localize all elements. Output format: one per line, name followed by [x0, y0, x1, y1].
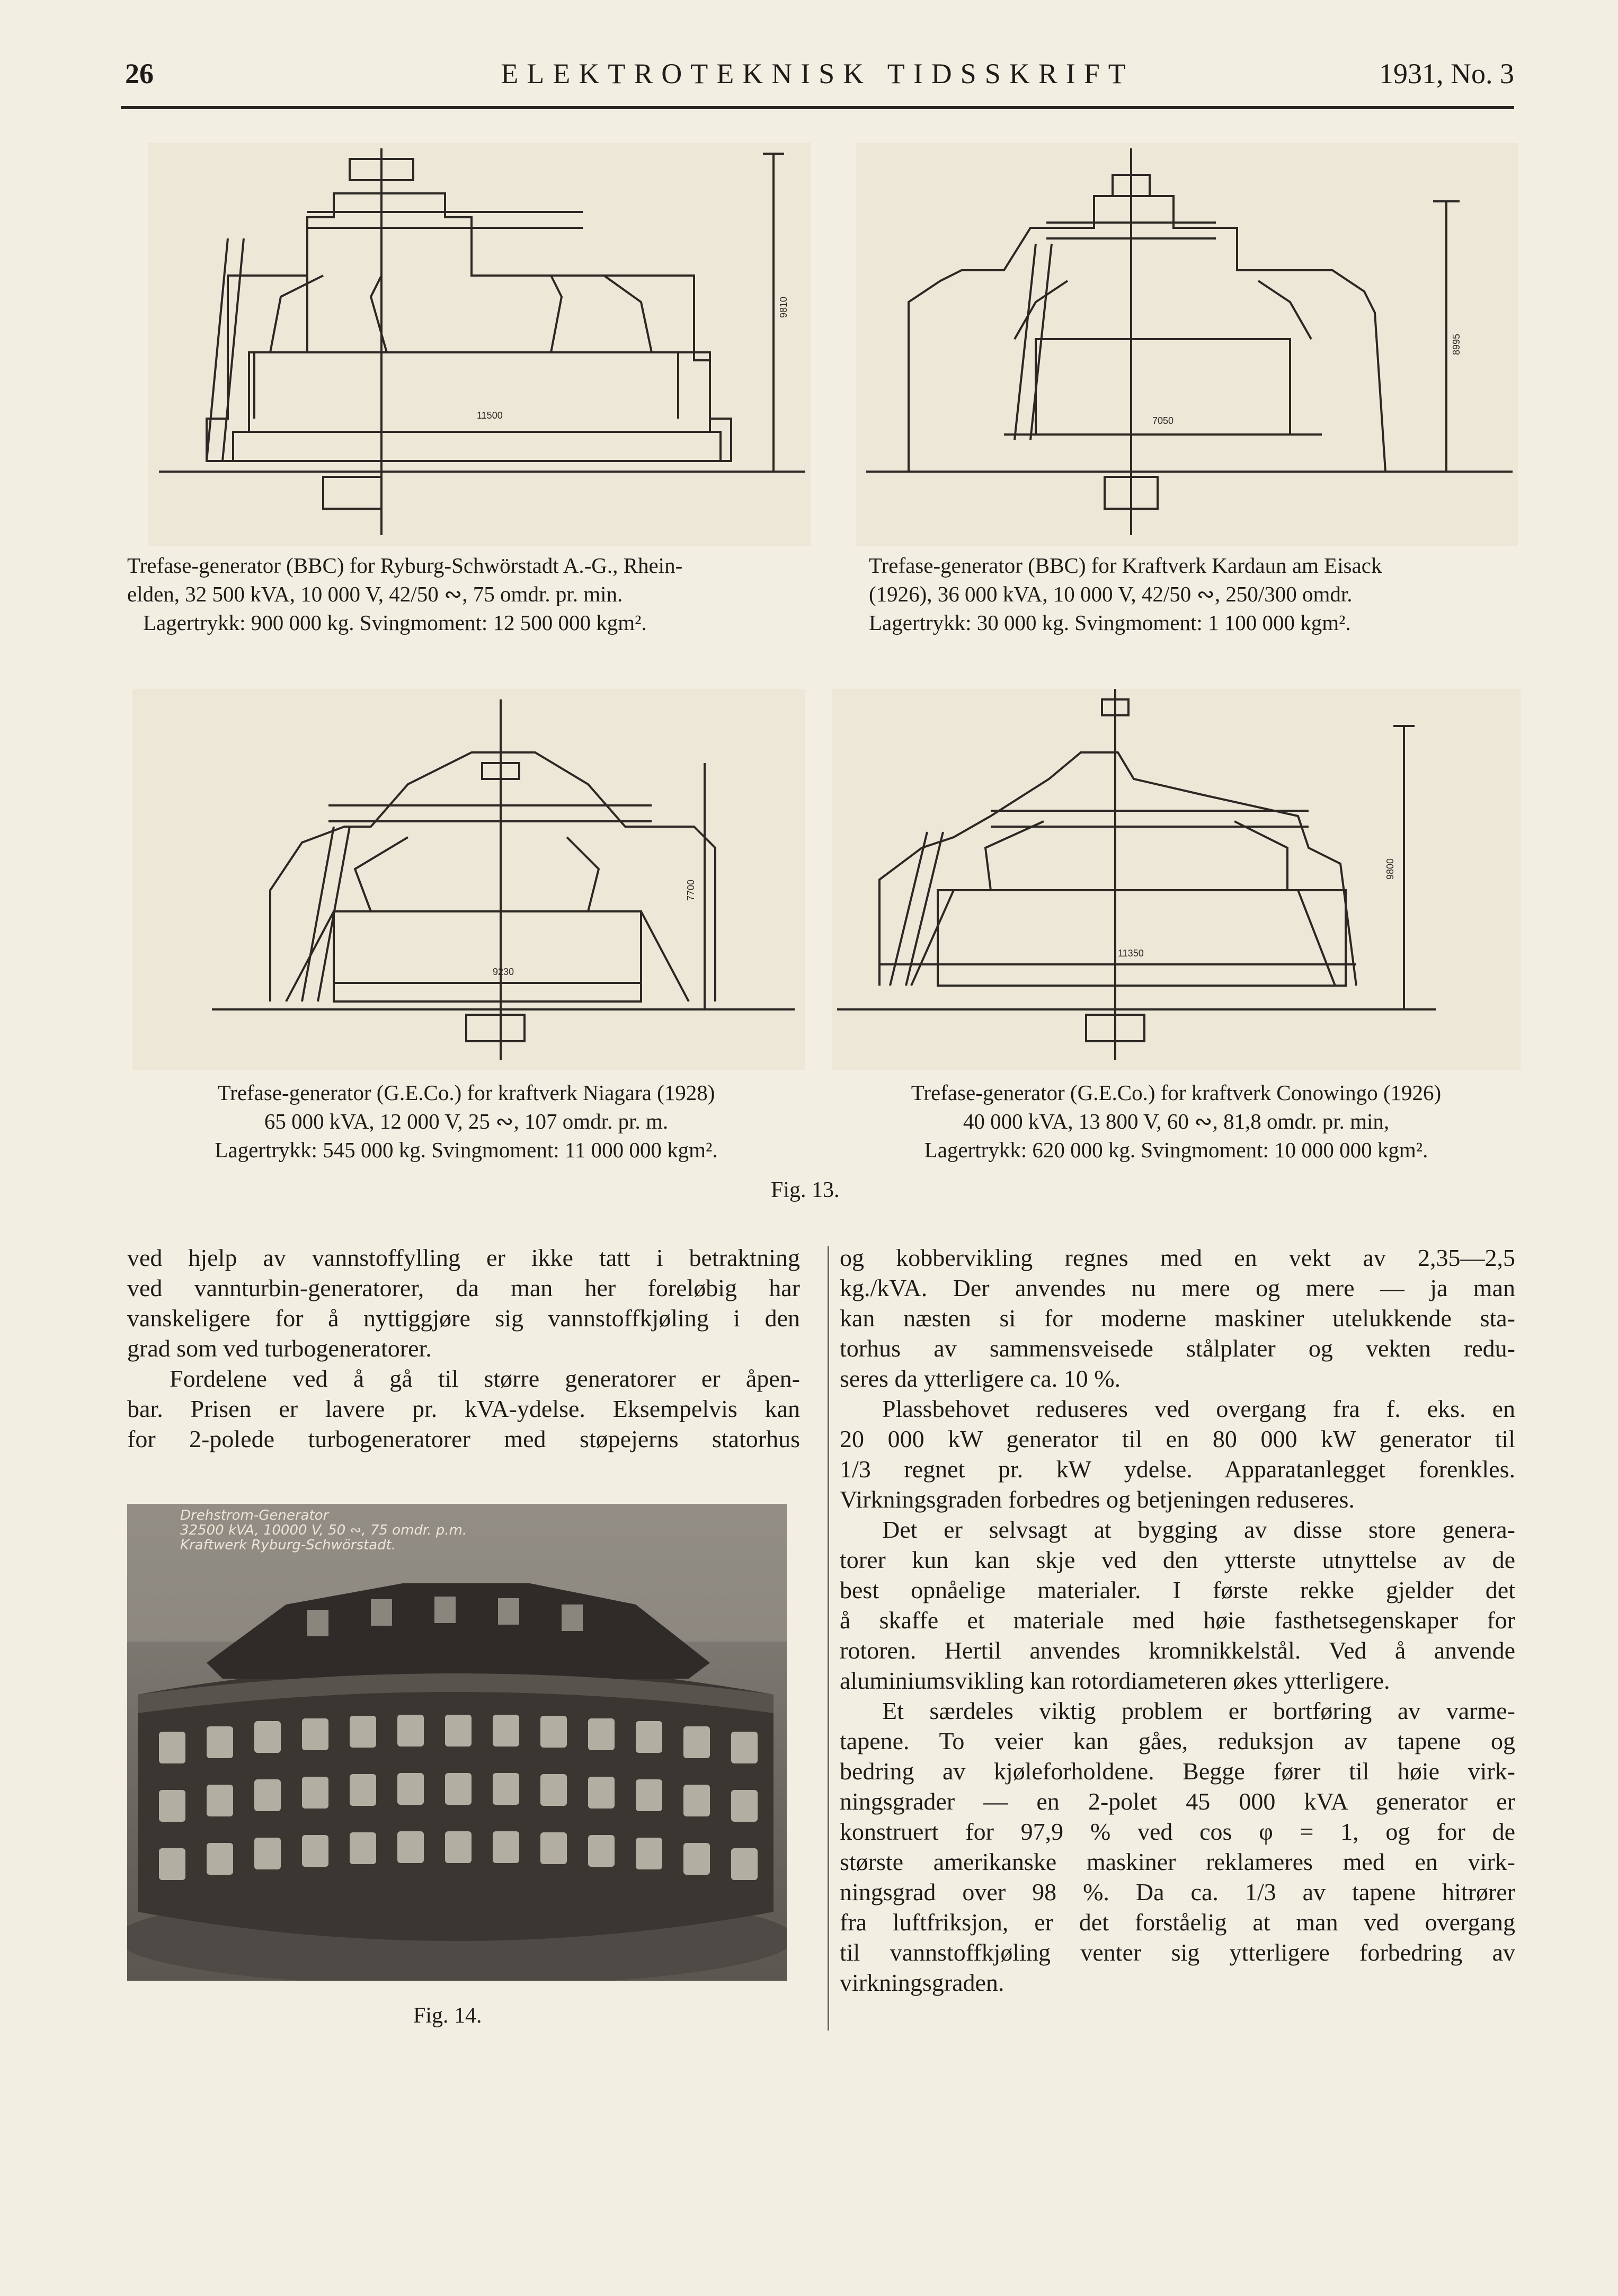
text-line: å skaffe et materiale med høie fasthetsegenskaper for: [840, 1607, 1515, 1634]
generator-drawing-kardaun: [856, 143, 1518, 546]
text-line: Fordelene ved å gå til større generatorer er åpen-: [170, 1365, 800, 1392]
caption-ryburg: [127, 551, 789, 637]
caption-line: Trefase-generator (BBC) for Ryburg-Schwörstadt A.-G., Rhein-: [127, 553, 683, 578]
generator-photo-svg: [127, 1504, 787, 1981]
text-line: bedring av kjøleforholdene. Begge fører til høie virk-: [840, 1758, 1515, 1785]
text-line: konstruert for 97,9 % ved cos φ = 1, og for de: [840, 1818, 1515, 1845]
photo-inscription: [180, 1508, 467, 1553]
text-line: Plassbehovet reduseres ved overgang fra f. eks. en: [882, 1395, 1515, 1422]
column-divider: [828, 1246, 829, 2031]
text-line: ningsgrad over 98 %. Da ca. 1/3 av tapene hitrører: [840, 1878, 1515, 1905]
text-line: til vannstoffkjøling venter sig ytterligere forbedring av: [840, 1939, 1515, 1966]
text-line: bar. Prisen er lavere pr. kVA-ydelse. Eksempelvis kan: [127, 1395, 800, 1422]
generator-drawing-niagara: [132, 689, 805, 1070]
caption-line: Trefase-generator (G.E.Co.) for kraftverk Conowingo (1926): [911, 1080, 1442, 1105]
text-line: fra luftfriksjon, er det forståelig at man ved overgang: [840, 1909, 1515, 1936]
caption-line: Trefase-generator (BBC) for Kraftverk Kardaun am Eisack: [869, 553, 1382, 578]
caption-line: Trefase-generator (G.E.Co.) for kraftverk Niagara (1928): [217, 1080, 715, 1105]
dimension-height: 9810: [778, 296, 789, 318]
caption-line: elden, 32 500 kVA, 10 000 V, 42/50 ∾, 75 omdr. pr. min.: [127, 582, 623, 606]
text-line: Det er selvsagt at bygging av disse store genera-: [882, 1516, 1515, 1543]
figure-14-label: Fig. 14.: [413, 2004, 482, 2028]
caption-line: (1926), 36 000 kVA, 10 000 V, 42/50 ∾, 250/300 omdr.: [869, 582, 1353, 606]
dimension-width: 11350: [1118, 948, 1144, 959]
page-header: [121, 57, 1514, 105]
text-line: Virkningsgraden forbedres og betjeningen reduseres.: [840, 1486, 1355, 1513]
generator-drawing-ryburg: [148, 143, 811, 546]
text-line: største amerikanske maskiner reklameres med en virk-: [840, 1848, 1515, 1875]
text-line: 1/3 regnet pr. kW ydelse. Apparatanlegget forenkles.: [840, 1456, 1515, 1483]
figure-13-label: Fig. 13.: [771, 1178, 840, 1202]
text-line: ningsgrader — en 2-polet 45 000 kVA generator er: [840, 1788, 1515, 1815]
text-line: for 2-polede turbogeneratorer med støpejerns statorhus: [127, 1425, 800, 1452]
dimension-width: 11500: [477, 410, 503, 421]
text-line: 20 000 kW generator til en 80 000 kW generator til: [840, 1425, 1515, 1452]
text-line: torhus av sammensveisede stålplater og vekten redu-: [840, 1335, 1515, 1362]
caption-line: 65 000 kVA, 12 000 V, 25 ∾, 107 omdr. pr. m.: [264, 1109, 669, 1133]
generator-photo: [127, 1504, 787, 1981]
dimension-height: 9800: [1385, 858, 1395, 880]
text-line: rotoren. Hertil anvendes kromnikkelstål. Ved å anvende: [840, 1637, 1515, 1664]
photo-inscription-line: Kraftwerk Ryburg-Schwörstadt.: [180, 1537, 396, 1553]
dimension-height: 7700: [686, 879, 696, 901]
text-line: tapene. To veier kan gåes, reduksjon av tapene og: [840, 1727, 1515, 1754]
text-line: seres da ytterligere ca. 10 %.: [840, 1365, 1121, 1392]
text-line: torer kun kan skje ved den ytterste utnyttelse av de: [840, 1546, 1515, 1573]
generator-elevation-svg: [132, 689, 805, 1070]
text-line: vanskeligere for å nyttiggjøre sig vannstoffkjøling i den: [127, 1305, 800, 1332]
text-line: kan næsten si for moderne maskiner utelukkende sta-: [840, 1305, 1515, 1332]
right-column-text: [840, 1243, 1515, 1998]
dimension-width: 9230: [493, 967, 514, 977]
generator-drawing-conowingo: [832, 689, 1521, 1070]
caption-line: Lagertrykk: 30 000 kg. Svingmoment: 1 100 000 kgm².: [869, 610, 1351, 635]
caption-line: 40 000 kVA, 13 800 V, 60 ∾, 81,8 omdr. pr. min,: [963, 1109, 1390, 1133]
photo-inscription-line: 32500 kVA, 10000 V, 50 ∾, 75 omdr. p.m.: [180, 1522, 467, 1538]
text-line: aluminiumsvikling kan rotordiameteren økes ytterligere.: [840, 1667, 1390, 1694]
text-line: virkningsgraden.: [840, 1969, 1004, 1996]
text-line: ved hjelp av vannstoffylling er ikke tatt i betraktning: [127, 1244, 800, 1271]
dimension-height: 8995: [1451, 333, 1462, 355]
caption-conowingo: [858, 1078, 1494, 1164]
text-line: Et særdeles viktig problem er bortføring av varme-: [882, 1697, 1515, 1724]
text-line: ved vannturbin-generatorer, da man her foreløbig har: [127, 1274, 800, 1301]
text-line: grad som ved turbogeneratorer.: [127, 1335, 432, 1362]
generator-elevation-svg: [832, 689, 1521, 1070]
caption-line: Lagertrykk: 545 000 kg. Svingmoment: 11 000 000 kgm².: [215, 1138, 718, 1162]
header-rule: [121, 106, 1514, 109]
generator-elevation-svg: [148, 143, 811, 546]
dimension-width: 7050: [1152, 415, 1174, 426]
issue-number: 1931, No. 3: [1379, 58, 1514, 90]
left-column-text: [127, 1243, 800, 1454]
caption-kardaun: [869, 551, 1510, 637]
caption-line: Lagertrykk: 900 000 kg. Svingmoment: 12 500 000 kgm².: [143, 610, 647, 635]
page-number: 26: [125, 58, 154, 90]
journal-title: ELEKTROTEKNISK TIDSSKRIFT: [501, 58, 1134, 90]
text-line: best opnåelige materialer. I første rekke gjelder det: [840, 1576, 1515, 1603]
caption-line: Lagertrykk: 620 000 kg. Svingmoment: 10 000 000 kgm².: [924, 1138, 1428, 1162]
photo-inscription-line: Drehstrom-Generator: [180, 1508, 329, 1523]
caption-niagara: [148, 1078, 784, 1164]
generator-elevation-svg: [856, 143, 1518, 546]
text-line: og kobbervikling regnes med en vekt av 2,35—2,5: [840, 1244, 1515, 1271]
text-line: kg./kVA. Der anvendes nu mere og mere — ja man: [840, 1274, 1515, 1301]
